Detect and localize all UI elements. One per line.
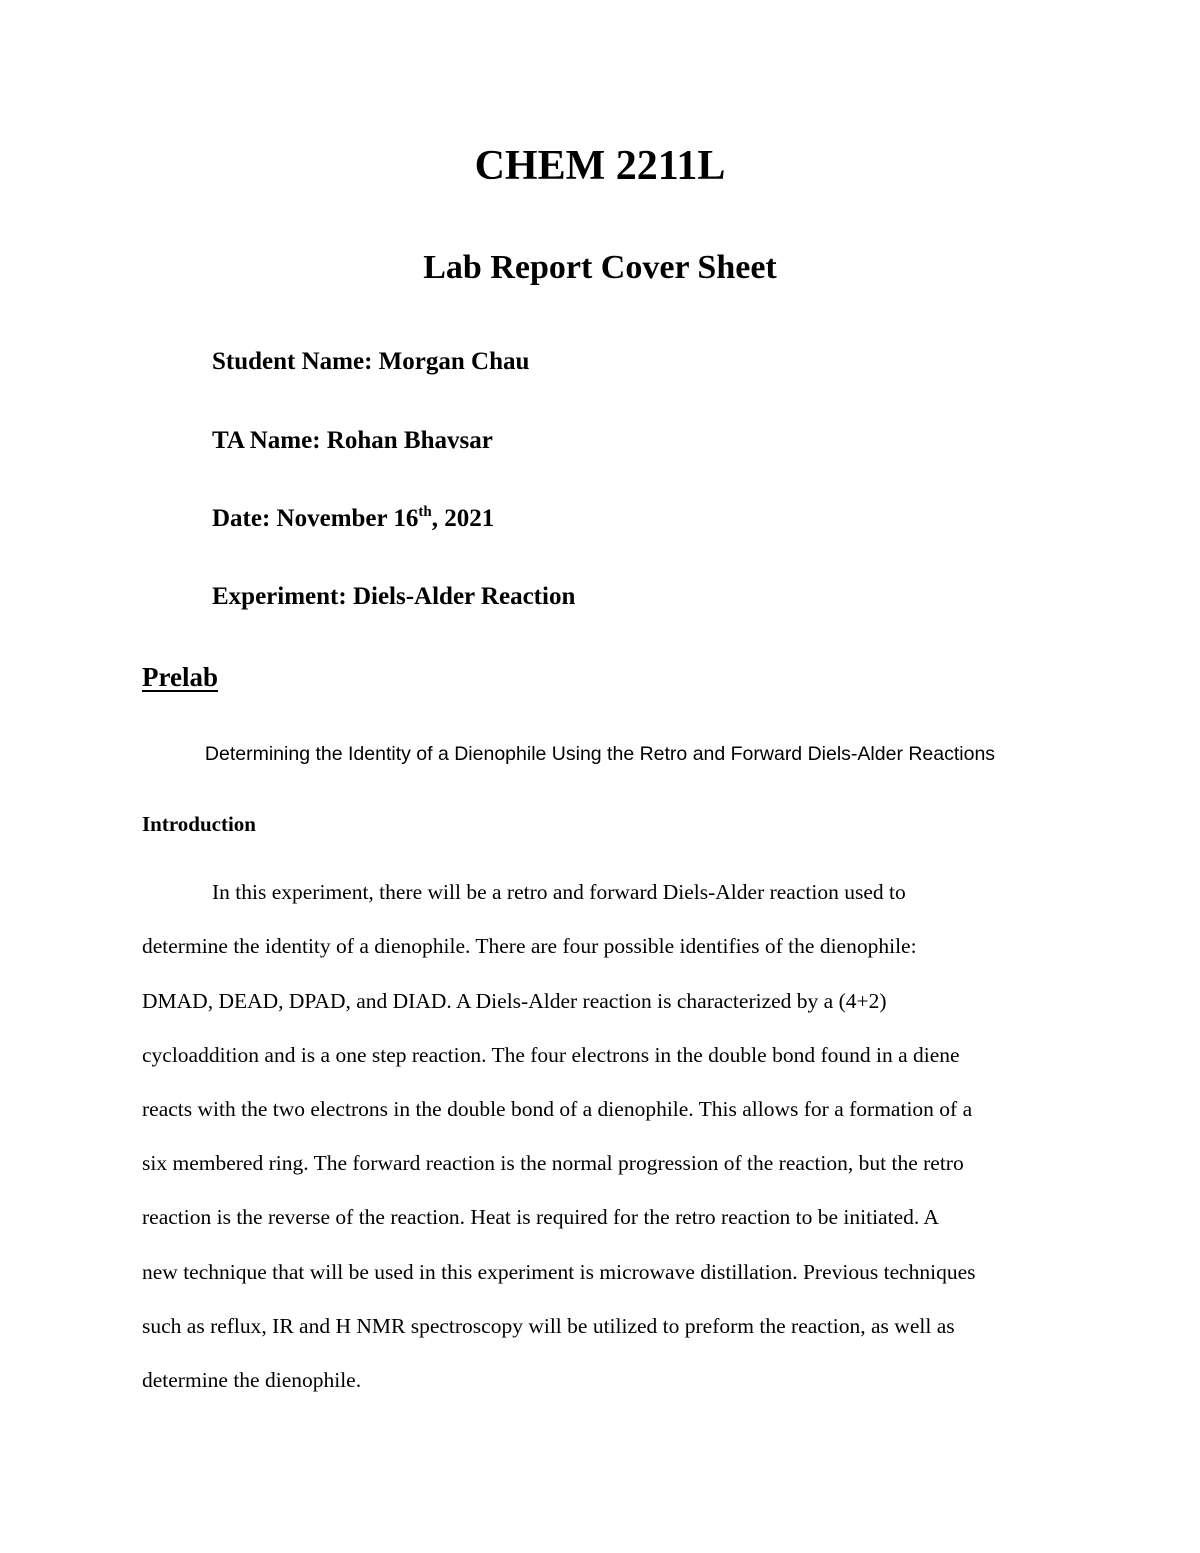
cover-sheet-title: Lab Report Cover Sheet xyxy=(423,249,777,286)
intro-line: six membered ring. The forward reaction is the normal progression of the reaction, but the retro xyxy=(142,1151,964,1175)
report-date xyxy=(212,503,494,535)
experiment-name: Experiment: Diels-Alder Reaction xyxy=(212,583,576,610)
course-title: CHEM 2211L xyxy=(474,143,726,189)
date-year: , 2021 xyxy=(431,505,495,532)
intro-line: new technique that will be used in this experiment is microwave distillation. Previous techniques xyxy=(142,1260,976,1284)
ta-name: TA Name: Rohan Bhavsar xyxy=(212,427,493,454)
date-ordinal-suffix: th xyxy=(418,504,432,520)
intro-line: determine the dienophile. xyxy=(142,1368,362,1392)
date-main: Date: November 16 xyxy=(212,505,419,532)
intro-line: such as reflux, IR and H NMR spectroscopy will be utilized to preform the reaction, as well as xyxy=(142,1314,955,1338)
intro-line: reacts with the two electrons in the double bond of a dienophile. This allows for a formation of a xyxy=(142,1097,973,1121)
student-name: Student Name: Morgan Chau xyxy=(212,348,530,375)
intro-line: determine the identity of a dienophile. There are four possible identifies of the dienophile: xyxy=(142,934,917,958)
introduction-heading: Introduction xyxy=(142,812,256,836)
intro-line: reaction is the reverse of the reaction. Heat is required for the retro reaction to be initiated. A xyxy=(142,1205,939,1229)
intro-line: cycloaddition and is a one step reaction. The four electrons in the double bond found in a diene xyxy=(142,1043,960,1067)
intro-line: In this experiment, there will be a retro and forward Diels-Alder reaction used to xyxy=(212,880,906,904)
intro-line: DMAD, DEAD, DPAD, and DIAD. A Diels-Alder reaction is characterized by a (4+2) xyxy=(142,989,887,1013)
report-title: Determining the Identity of a Dienophile Using the Retro and Forward Diels-Alder Reactions xyxy=(204,743,996,765)
prelab-heading: Prelab xyxy=(142,662,218,692)
